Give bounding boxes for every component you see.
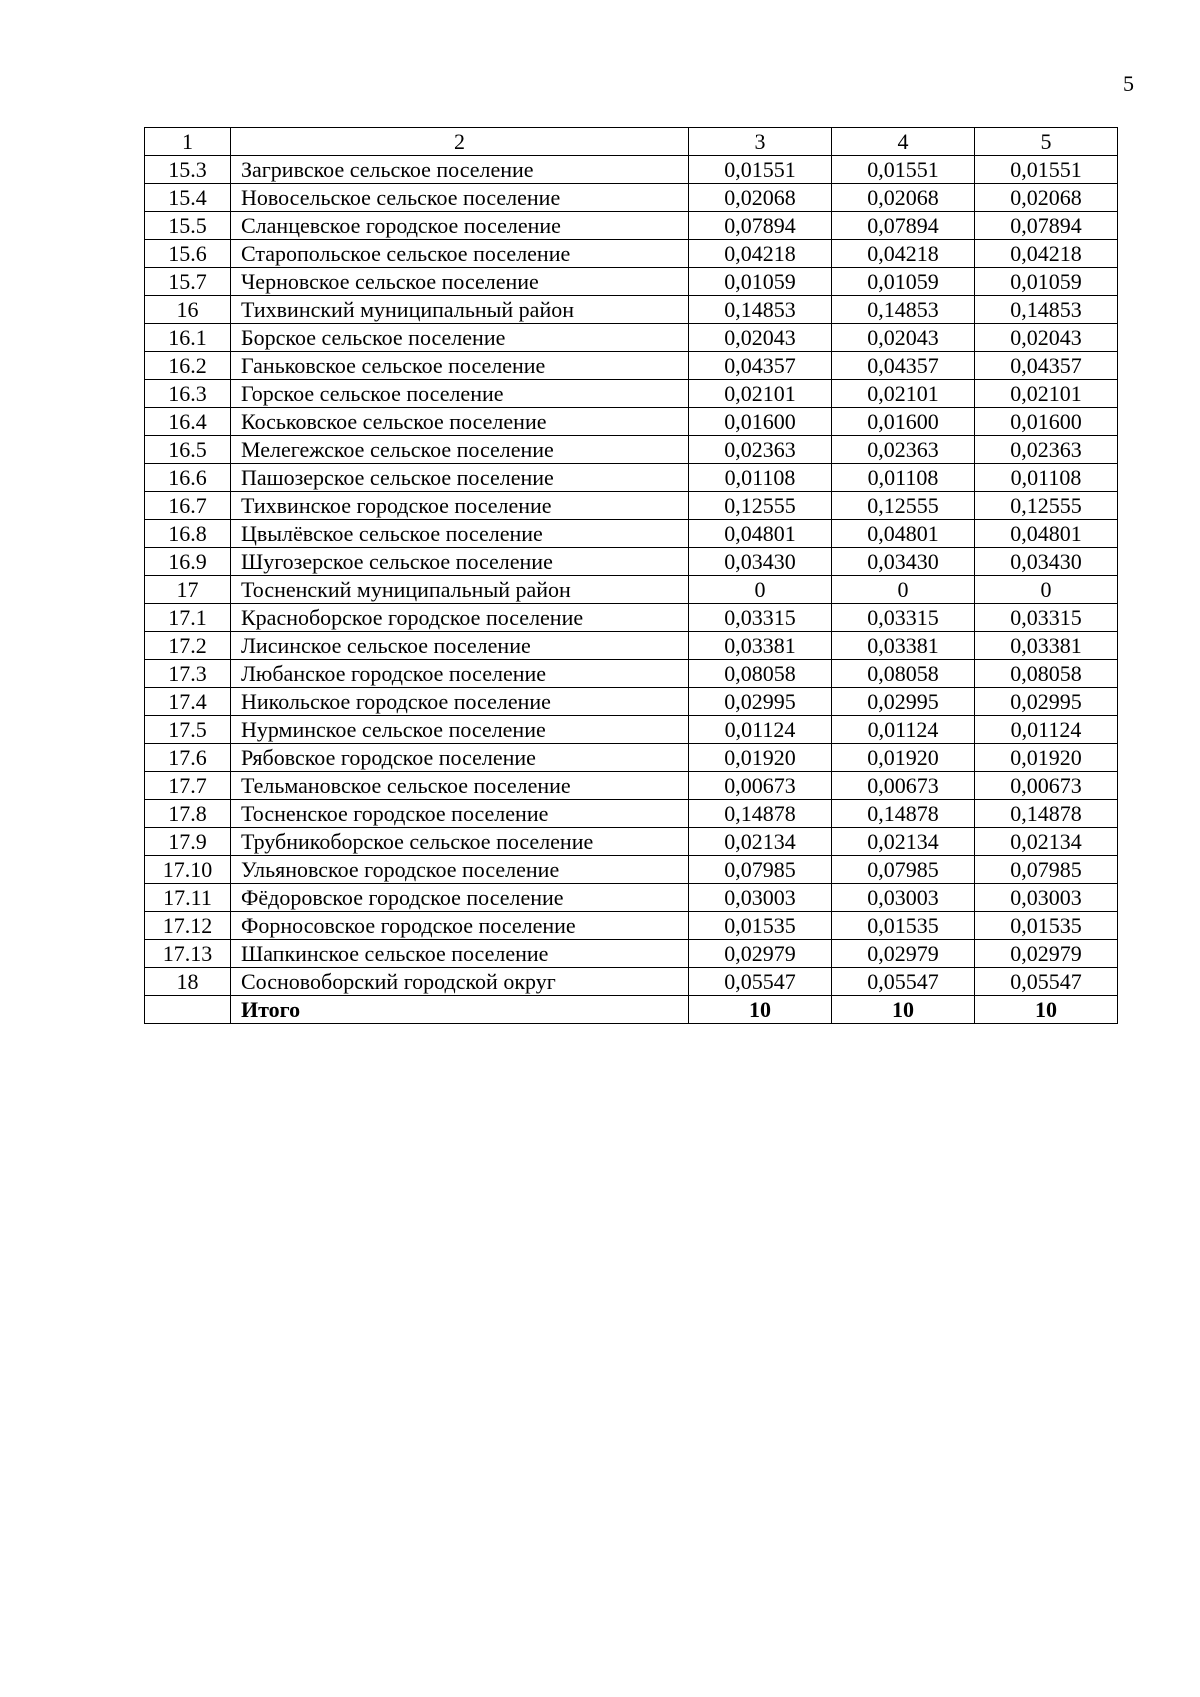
value-col4-cell: 0,03430	[832, 548, 975, 576]
value-col3-cell: 0,05547	[689, 968, 832, 996]
table-row	[145, 604, 1118, 632]
value-col3-cell: 0,02995	[689, 688, 832, 716]
header-cell-4: 4	[832, 128, 975, 156]
value-col4-cell: 0,02043	[832, 324, 975, 352]
municipality-name-cell: Загривское сельское поселение	[231, 156, 689, 184]
row-number-cell: 16.8	[145, 520, 231, 548]
municipality-name-cell: Горское сельское поселение	[231, 380, 689, 408]
table-total-row	[145, 996, 1118, 1024]
row-number-cell: 16	[145, 296, 231, 324]
row-number-cell: 17.13	[145, 940, 231, 968]
value-col4-cell: 0,02979	[832, 940, 975, 968]
value-col5-cell: 0,01108	[975, 464, 1118, 492]
value-col5-cell: 0,03430	[975, 548, 1118, 576]
value-col3-cell: 0,02134	[689, 828, 832, 856]
value-col4-cell: 0,01551	[832, 156, 975, 184]
municipality-name-cell: Тельмановское сельское поселение	[231, 772, 689, 800]
value-col4-cell: 0,02068	[832, 184, 975, 212]
value-col4-cell: 0,04801	[832, 520, 975, 548]
value-col3-cell: 0,03381	[689, 632, 832, 660]
value-col3-cell: 0,07985	[689, 856, 832, 884]
value-col4-cell: 0,01124	[832, 716, 975, 744]
value-col4-cell: 0,01535	[832, 912, 975, 940]
table-body	[145, 128, 1118, 1024]
municipality-name-cell: Ганьковское сельское поселение	[231, 352, 689, 380]
value-col5-cell: 0,02363	[975, 436, 1118, 464]
value-col3-cell: 0,01551	[689, 156, 832, 184]
value-col4-cell: 0,05547	[832, 968, 975, 996]
table-row	[145, 408, 1118, 436]
municipality-name-cell: Шапкинское сельское поселение	[231, 940, 689, 968]
value-col5-cell: 0,03315	[975, 604, 1118, 632]
table-row	[145, 184, 1118, 212]
municipality-name-cell: Мелегежское сельское поселение	[231, 436, 689, 464]
table-row	[145, 436, 1118, 464]
value-col3-cell: 0,01600	[689, 408, 832, 436]
municipality-name-cell: Борское сельское поселение	[231, 324, 689, 352]
row-number-cell: 16.1	[145, 324, 231, 352]
value-col5-cell: 0,02101	[975, 380, 1118, 408]
table-row	[145, 352, 1118, 380]
table-row	[145, 296, 1118, 324]
value-col5-cell: 0	[975, 576, 1118, 604]
allocation-table	[144, 127, 1118, 1024]
table-row	[145, 828, 1118, 856]
row-number-cell: 15.5	[145, 212, 231, 240]
value-col3-cell: 0,02363	[689, 436, 832, 464]
table-row	[145, 912, 1118, 940]
row-number-cell: 17.10	[145, 856, 231, 884]
row-number-cell: 15.7	[145, 268, 231, 296]
table-row	[145, 464, 1118, 492]
municipality-name-cell: Пашозерское сельское поселение	[231, 464, 689, 492]
total-col3-cell: 10	[689, 996, 832, 1024]
value-col5-cell: 0,02043	[975, 324, 1118, 352]
row-number-cell: 16.4	[145, 408, 231, 436]
value-col4-cell: 0,02134	[832, 828, 975, 856]
row-number-cell: 16.9	[145, 548, 231, 576]
header-cell-2: 2	[231, 128, 689, 156]
value-col4-cell: 0,07894	[832, 212, 975, 240]
total-col4-cell: 10	[832, 996, 975, 1024]
value-col3-cell: 0,08058	[689, 660, 832, 688]
value-col4-cell: 0,01600	[832, 408, 975, 436]
row-number-cell: 15.6	[145, 240, 231, 268]
value-col3-cell: 0,14878	[689, 800, 832, 828]
value-col3-cell: 0,14853	[689, 296, 832, 324]
value-col4-cell: 0,02101	[832, 380, 975, 408]
value-col3-cell: 0,04357	[689, 352, 832, 380]
value-col4-cell: 0,01059	[832, 268, 975, 296]
value-col5-cell: 0,02068	[975, 184, 1118, 212]
value-col3-cell: 0,02101	[689, 380, 832, 408]
value-col5-cell: 0,02995	[975, 688, 1118, 716]
table-row	[145, 632, 1118, 660]
table-row	[145, 156, 1118, 184]
value-col4-cell: 0,02363	[832, 436, 975, 464]
row-number-cell: 16.2	[145, 352, 231, 380]
table-row	[145, 884, 1118, 912]
row-number-cell: 17.7	[145, 772, 231, 800]
municipality-name-cell: Черновское сельское поселение	[231, 268, 689, 296]
municipality-name-cell: Тосненское городское поселение	[231, 800, 689, 828]
table-header-row	[145, 128, 1118, 156]
header-cell-3: 3	[689, 128, 832, 156]
value-col4-cell: 0,14878	[832, 800, 975, 828]
table-row	[145, 772, 1118, 800]
municipality-name-cell: Шугозерское сельское поселение	[231, 548, 689, 576]
municipality-name-cell: Новосельское сельское поселение	[231, 184, 689, 212]
value-col3-cell: 0,02068	[689, 184, 832, 212]
municipality-name-cell: Форносовское городское поселение	[231, 912, 689, 940]
value-col4-cell: 0,00673	[832, 772, 975, 800]
value-col3-cell: 0,01920	[689, 744, 832, 772]
municipality-name-cell: Тосненский муниципальный район	[231, 576, 689, 604]
value-col4-cell: 0,04218	[832, 240, 975, 268]
municipality-name-cell: Сланцевское городское поселение	[231, 212, 689, 240]
total-label-cell: Итого	[231, 996, 689, 1024]
row-number-cell: 15.4	[145, 184, 231, 212]
value-col5-cell: 0,12555	[975, 492, 1118, 520]
municipality-name-cell: Трубникоборское сельское поселение	[231, 828, 689, 856]
value-col5-cell: 0,04218	[975, 240, 1118, 268]
table-row	[145, 240, 1118, 268]
municipality-name-cell: Старопольское сельское поселение	[231, 240, 689, 268]
value-col4-cell: 0,01108	[832, 464, 975, 492]
value-col5-cell: 0,01920	[975, 744, 1118, 772]
header-cell-1: 1	[145, 128, 231, 156]
row-number-cell: 16.3	[145, 380, 231, 408]
table-row	[145, 660, 1118, 688]
value-col3-cell: 0	[689, 576, 832, 604]
value-col5-cell: 0,07894	[975, 212, 1118, 240]
value-col3-cell: 0,01059	[689, 268, 832, 296]
municipality-name-cell: Рябовское городское поселение	[231, 744, 689, 772]
value-col3-cell: 0,02979	[689, 940, 832, 968]
value-col3-cell: 0,03430	[689, 548, 832, 576]
table-row	[145, 492, 1118, 520]
value-col4-cell: 0,08058	[832, 660, 975, 688]
table-row	[145, 716, 1118, 744]
value-col3-cell: 0,04218	[689, 240, 832, 268]
value-col5-cell: 0,14878	[975, 800, 1118, 828]
row-number-cell: 17.2	[145, 632, 231, 660]
row-number-cell: 17.3	[145, 660, 231, 688]
municipality-name-cell: Сосновоборский городской округ	[231, 968, 689, 996]
row-number-cell: 17.8	[145, 800, 231, 828]
municipality-name-cell: Красноборское городское поселение	[231, 604, 689, 632]
row-number-cell: 17.9	[145, 828, 231, 856]
value-col4-cell: 0,03315	[832, 604, 975, 632]
total-col5-cell: 10	[975, 996, 1118, 1024]
municipality-name-cell: Любанское городское поселение	[231, 660, 689, 688]
table-row	[145, 380, 1118, 408]
header-cell-5: 5	[975, 128, 1118, 156]
municipality-name-cell: Коськовское сельское поселение	[231, 408, 689, 436]
value-col3-cell: 0,03315	[689, 604, 832, 632]
value-col4-cell: 0	[832, 576, 975, 604]
municipality-name-cell: Лисинское сельское поселение	[231, 632, 689, 660]
value-col4-cell: 0,12555	[832, 492, 975, 520]
value-col3-cell: 0,00673	[689, 772, 832, 800]
table-row	[145, 688, 1118, 716]
value-col5-cell: 0,01124	[975, 716, 1118, 744]
value-col4-cell: 0,14853	[832, 296, 975, 324]
municipality-name-cell: Цвылёвское сельское поселение	[231, 520, 689, 548]
table-row	[145, 940, 1118, 968]
municipality-name-cell: Никольское городское поселение	[231, 688, 689, 716]
value-col3-cell: 0,02043	[689, 324, 832, 352]
municipality-name-cell: Тихвинское городское поселение	[231, 492, 689, 520]
row-number-cell: 17.5	[145, 716, 231, 744]
municipality-name-cell: Фёдоровское городское поселение	[231, 884, 689, 912]
value-col3-cell: 0,03003	[689, 884, 832, 912]
value-col5-cell: 0,14853	[975, 296, 1118, 324]
value-col4-cell: 0,03003	[832, 884, 975, 912]
row-number-cell: 17.11	[145, 884, 231, 912]
row-number-cell: 15.3	[145, 156, 231, 184]
row-number-cell: 17.6	[145, 744, 231, 772]
table-row	[145, 856, 1118, 884]
value-col5-cell: 0,03003	[975, 884, 1118, 912]
value-col3-cell: 0,04801	[689, 520, 832, 548]
table-row	[145, 520, 1118, 548]
value-col4-cell: 0,03381	[832, 632, 975, 660]
value-col5-cell: 0,04801	[975, 520, 1118, 548]
value-col4-cell: 0,04357	[832, 352, 975, 380]
value-col3-cell: 0,07894	[689, 212, 832, 240]
value-col5-cell: 0,01551	[975, 156, 1118, 184]
total-empty-cell	[145, 996, 231, 1024]
row-number-cell: 18	[145, 968, 231, 996]
value-col4-cell: 0,01920	[832, 744, 975, 772]
value-col5-cell: 0,02979	[975, 940, 1118, 968]
page-number: 5	[1123, 71, 1134, 96]
row-number-cell: 16.5	[145, 436, 231, 464]
value-col5-cell: 0,00673	[975, 772, 1118, 800]
table-row	[145, 800, 1118, 828]
municipality-name-cell: Тихвинский муниципальный район	[231, 296, 689, 324]
municipality-name-cell: Ульяновское городское поселение	[231, 856, 689, 884]
table-row	[145, 576, 1118, 604]
row-number-cell: 17.1	[145, 604, 231, 632]
row-number-cell: 17.4	[145, 688, 231, 716]
row-number-cell: 17	[145, 576, 231, 604]
value-col5-cell: 0,05547	[975, 968, 1118, 996]
value-col3-cell: 0,01535	[689, 912, 832, 940]
table-row	[145, 324, 1118, 352]
table-row	[145, 968, 1118, 996]
row-number-cell: 16.7	[145, 492, 231, 520]
value-col3-cell: 0,01124	[689, 716, 832, 744]
municipality-name-cell: Нурминское сельское поселение	[231, 716, 689, 744]
value-col5-cell: 0,01059	[975, 268, 1118, 296]
row-number-cell: 17.12	[145, 912, 231, 940]
table-row	[145, 212, 1118, 240]
value-col4-cell: 0,07985	[832, 856, 975, 884]
value-col4-cell: 0,02995	[832, 688, 975, 716]
value-col5-cell: 0,04357	[975, 352, 1118, 380]
value-col3-cell: 0,12555	[689, 492, 832, 520]
value-col5-cell: 0,02134	[975, 828, 1118, 856]
value-col3-cell: 0,01108	[689, 464, 832, 492]
row-number-cell: 16.6	[145, 464, 231, 492]
value-col5-cell: 0,01535	[975, 912, 1118, 940]
value-col5-cell: 0,01600	[975, 408, 1118, 436]
value-col5-cell: 0,03381	[975, 632, 1118, 660]
table-row	[145, 744, 1118, 772]
table-row	[145, 548, 1118, 576]
value-col5-cell: 0,07985	[975, 856, 1118, 884]
table-row	[145, 268, 1118, 296]
value-col5-cell: 0,08058	[975, 660, 1118, 688]
